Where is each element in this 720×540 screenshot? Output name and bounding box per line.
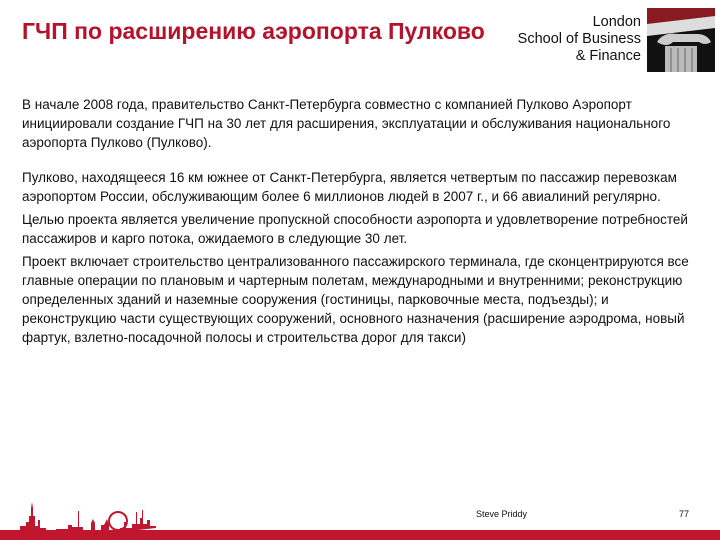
footer-author: Steve Priddy — [476, 509, 528, 519]
footer-bar — [0, 530, 720, 540]
logo-line: & Finance — [575, 48, 641, 64]
paragraph: Целью проекта является увеличение пропускной способности аэропорта и удовлетворение потребностей пассажиров и карго потока, ожидаемого в следующие 30 лет. — [22, 212, 688, 246]
logo-line: London — [592, 14, 641, 30]
lsbf-logo — [505, 8, 717, 72]
page-number: 77 — [679, 509, 690, 519]
paragraph: Проект включает строительство централизованного пассажирского терминала, где сконцентрируются все главные операции по плановым и чартерным полетам, международными и внутренними; реконструкцию определенных зданий и наземные сооружения (гостиницы, парковочные места, подъезды); и реконструкцию части существующих сооружений, основного назначения (расширение аэродрома, новый фартук, взлетно-посадочной полосы и строительства дорог для такси) — [22, 254, 689, 345]
slide-body — [22, 95, 692, 351]
london-skyline-icon — [20, 500, 210, 532]
column-capital-icon — [647, 8, 715, 72]
slide-title: ГЧП по расширению аэропорта Пулково — [22, 18, 485, 44]
paragraph: Пулково, находящееся 16 км южнее от Санкт-Петербурга, является четвертым по пассажир перевозкам аэропортом России, обслуживающим более 6 миллионов людей в 2007 г., и 66 авиалиний регулярно. — [22, 170, 677, 204]
logo-line: School of Business — [517, 31, 641, 47]
paragraph: В начале 2008 года, правительство Санкт-Петербурга совместно с компанией Пулково Аэропорт инициировали создание ГЧП на 30 лет для расширения, эксплуатации и обслуживания национального аэропорта Пулково (Пулково). — [22, 97, 671, 150]
logo-text — [518, 14, 641, 65]
